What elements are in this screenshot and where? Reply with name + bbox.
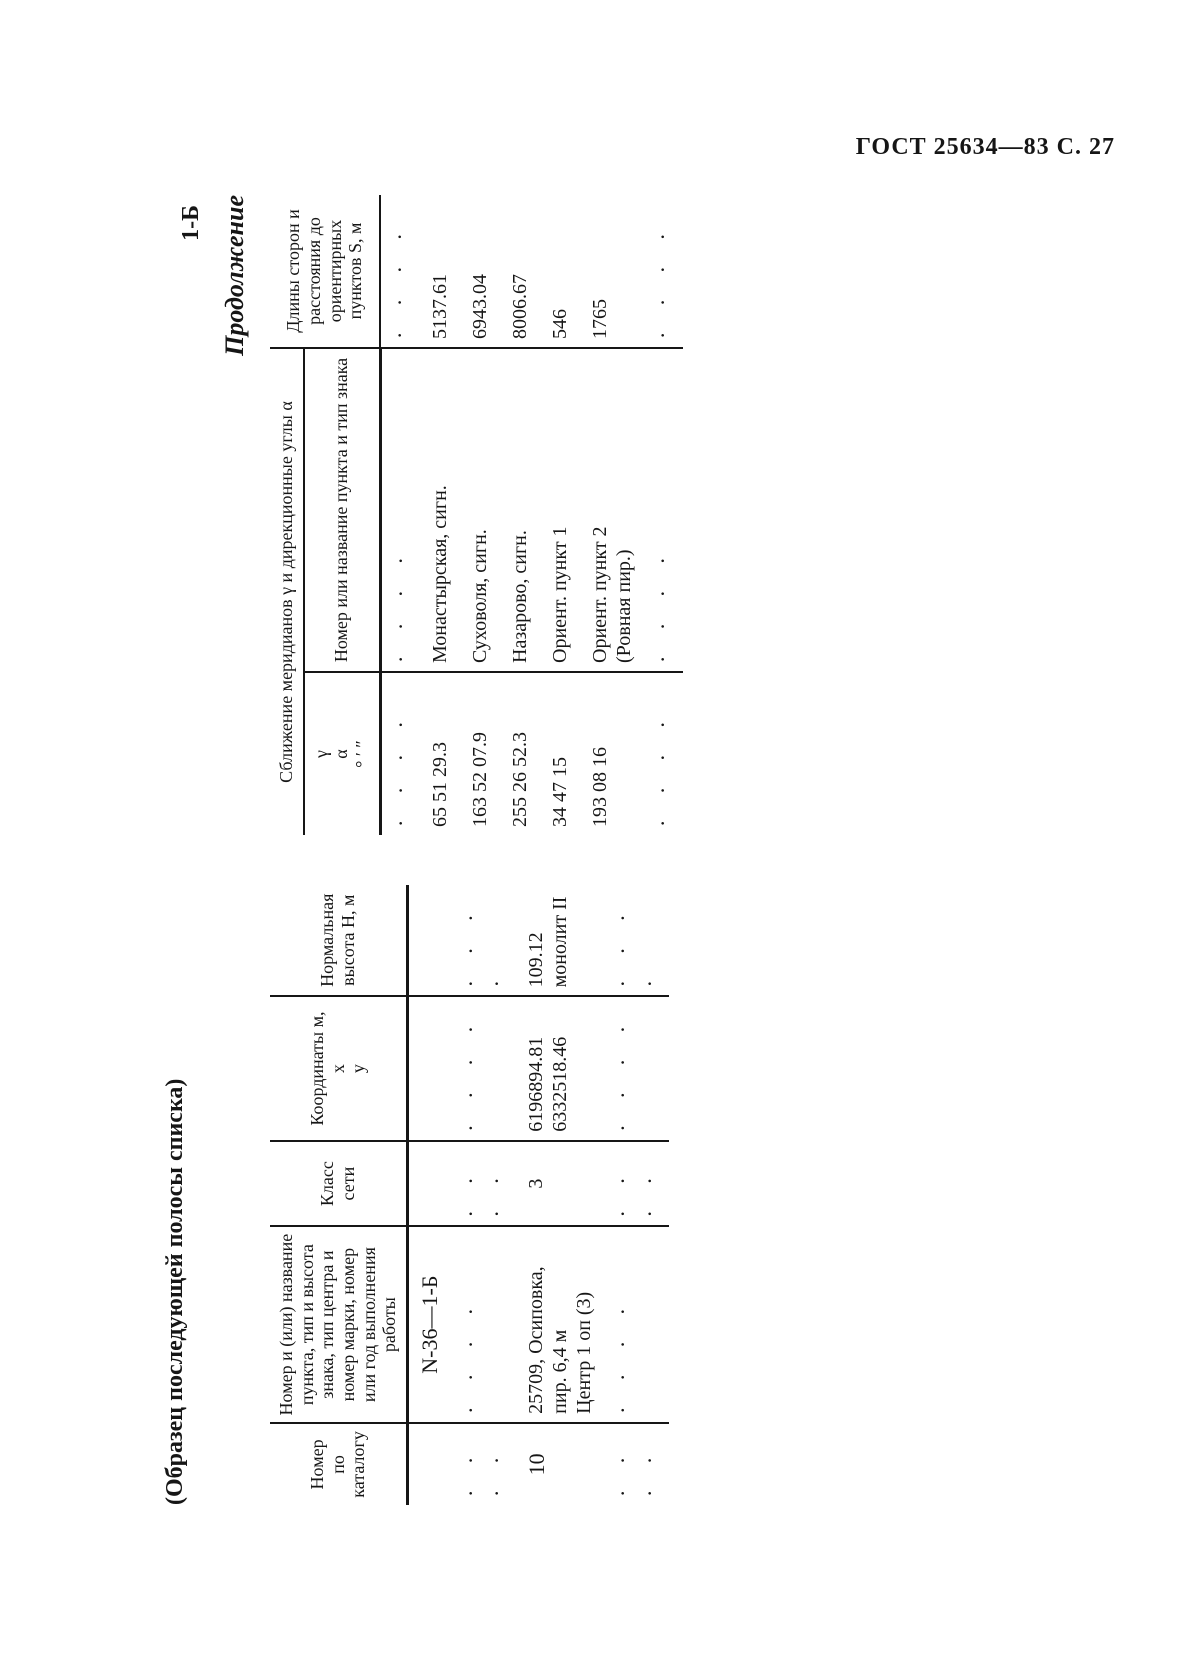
table-row <box>500 195 540 835</box>
point-name-cell: Суховоля, сигн. <box>460 348 500 672</box>
length-header: Длины сторон и расстояния до ориентирных пунктов S, м <box>270 195 380 348</box>
angle-cell: 163 52 07.9 <box>469 732 492 827</box>
angle-cell: 34 47 15 <box>549 757 572 827</box>
dots-cell: · · · · <box>380 195 420 348</box>
continuation-caption: Продолжение <box>220 195 249 356</box>
length-cell: 1765 <box>580 195 644 348</box>
lower-table-block <box>162 885 870 1505</box>
page-header: ГОСТ 25634—83 С. 27 <box>855 134 1115 160</box>
dots-cell: · · · · <box>644 195 682 348</box>
length-cell: 6943.04 <box>460 195 500 348</box>
dots-cell: · · · · <box>452 1226 517 1422</box>
dots-cell: · · · · <box>604 1226 669 1422</box>
dots-cell: · · · · <box>387 711 413 827</box>
dots-cell: · · · · <box>610 1446 662 1497</box>
catalog-cell: 10 <box>524 1453 550 1476</box>
block-label: 1-Б <box>178 205 204 241</box>
point-name-cell: Назарово, сигн. <box>500 348 540 672</box>
point-cell: 25709, Осиповка, пир. 6,4 м Центр 1 оп (3) <box>516 1226 604 1422</box>
catalog-table <box>270 885 669 1505</box>
sheet-cell: N-36—1-Б <box>408 1226 452 1422</box>
coords-header: Координаты м, x y <box>270 996 408 1140</box>
class-header: Класс сети <box>270 1141 408 1227</box>
point-name-cell: Ориент. пункт 2 (Ровная пир.) <box>580 348 644 672</box>
dots-cell: · · · · <box>452 996 517 1140</box>
table-row <box>540 195 580 835</box>
dots-cell: · · · · <box>604 1141 669 1227</box>
dots-cell: · · · · <box>604 885 669 996</box>
height-header: Нормальная высота H, м <box>270 885 408 996</box>
dots-cell: · · · · <box>644 348 682 672</box>
dots-cell: · · · · <box>452 1141 517 1227</box>
point-name-cell: Ориент. пункт 1 <box>540 348 580 672</box>
dots-cell: · · · · <box>650 711 676 827</box>
catalog-header: Номер по каталогу <box>270 1423 408 1505</box>
length-cell: 8006.67 <box>500 195 540 348</box>
upper-table-block <box>178 195 870 835</box>
table-row <box>516 885 604 1505</box>
dots-cell: · · · · <box>457 1446 509 1497</box>
table-row <box>420 195 460 835</box>
angles-table <box>270 195 683 835</box>
height-cell: 109.12 монолит II <box>516 885 604 996</box>
coords-cell: 6196894.81 6332518.46 <box>516 996 604 1140</box>
dots-cell: · · · · <box>604 996 669 1140</box>
angle-cell: 255 26 52.3 <box>509 732 532 827</box>
dots-cell: · · · · <box>380 348 420 672</box>
table-row <box>460 195 500 835</box>
length-cell: 5137.61 <box>420 195 460 348</box>
point-name-cell: Монастырская, сигн. <box>420 348 460 672</box>
angles-header: γ α ° ′ ″ <box>304 672 381 835</box>
angle-cell: 193 08 16 <box>589 747 612 827</box>
dots-cell: · · · · <box>452 885 517 996</box>
angle-cell: 65 51 29.3 <box>429 742 452 827</box>
length-cell: 546 <box>540 195 580 348</box>
list-sample-title: (Образец последующей полосы списка) <box>162 1078 188 1505</box>
class-cell: 3 <box>516 1141 604 1227</box>
point-name-header: Номер или название пункта и тип знака <box>304 348 381 672</box>
point-header: Номер и (или) название пункта, тип и высота знака, тип центра и номер марки, номер или год выполнения работы <box>270 1226 408 1422</box>
table-row <box>580 195 644 835</box>
group-header: Сближение меридианов γ и дирекционные углы α <box>270 348 304 835</box>
